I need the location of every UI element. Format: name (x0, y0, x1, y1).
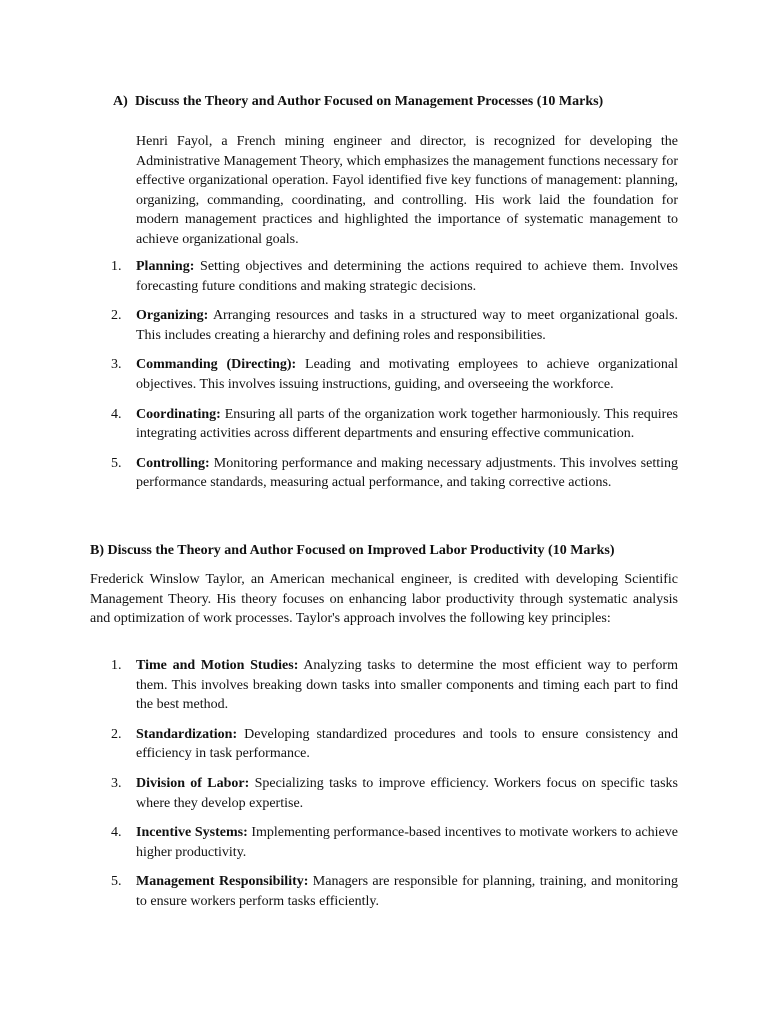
list-term: Management Responsibility: (136, 874, 309, 890)
list-number: 5. (111, 455, 122, 471)
list-text: Developing standardized procedures and tools to ensure consistency and efficiency in task performance. (136, 726, 678, 762)
list-number: 1. (111, 658, 122, 673)
list-number: 2. (111, 308, 122, 324)
list-term: Commanding (Directing): (136, 357, 297, 373)
list-item (111, 823, 678, 862)
list-text: Leading and motivating employees to achieve organizational objectives. This involves issuing instructions, guiding, and overseeing the workforce. (136, 357, 678, 392)
section-b-heading: B) Discuss the Theory and Author Focused on Improved Labor Productivity (10 Marks) (90, 543, 615, 558)
section-b-intro: Frederick Winslow Taylor, an American mechanical engineer, is credited with developing Scientific Management Theory. His theory focuses on enhancing labor productivity through systematic analysis and optimization of work processes. Taylor's approach involves the following key principles: (90, 572, 678, 627)
list-text: Analyzing tasks to determine the most efficient way to perform them. This involves breaking down tasks into smaller components and timing each part to find the best method. (136, 658, 678, 713)
section-a-intro: Henri Fayol, a French mining engineer and director, is recognized for developing the Administrative Management Theory, which emphasizes the management functions necessary for effective organizational operation. Fayol identified five key functions of management: planning, organizing, commanding, coordinating, and controlling. His work laid the foundation for modern management practices and highlighted the importance of systematic management to achieve organizational goals. (136, 134, 678, 247)
list-text: Specializing tasks to improve efficiency. Workers focus on specific tasks where they develop expertise. (136, 775, 678, 811)
list-text: Monitoring performance and making necessary adjustments. This involves setting performance standards, measuring actual performance, and taking corrective actions. (136, 455, 678, 491)
section-a-list (0, 257, 768, 503)
list-term: Controlling: (136, 455, 210, 471)
list-term: Incentive Systems: (136, 825, 248, 841)
section-a-marker: A) (113, 94, 128, 109)
list-term: Division of Labor: (136, 775, 250, 791)
list-text: Setting objectives and determining the actions required to achieve them. Involves forecasting future conditions and making strategic decisions. (136, 259, 678, 294)
list-number: 4. (111, 406, 122, 422)
list-item (111, 872, 678, 911)
list-term: Standardization: (136, 726, 238, 742)
list-number: 3. (111, 775, 122, 791)
section-b-list (0, 656, 768, 922)
section-a-title: Discuss the Theory and Author Focused on Management Processes (10 Marks) (135, 94, 604, 109)
list-item (111, 355, 678, 394)
list-term: Coordinating: (136, 406, 221, 422)
list-text: Managers are responsible for planning, training, and monitoring to ensure workers perform tasks efficiently. (136, 874, 678, 909)
section-a-heading (113, 92, 683, 111)
list-number: 5. (111, 874, 122, 890)
list-text: Ensuring all parts of the organization work together harmoniously. This requires integrating activities across different departments and ensuring effective communication. (136, 406, 678, 442)
list-item (111, 306, 678, 345)
list-number: 3. (111, 357, 122, 373)
list-item (111, 405, 678, 444)
list-term: Time and Motion Studies: (136, 658, 299, 673)
list-item (111, 725, 678, 764)
list-text: Arranging resources and tasks in a structured way to meet organizational goals. This includes creating a hierarchy and defining roles and responsibilities. (136, 308, 678, 343)
list-number: 1. (111, 259, 122, 274)
list-text: Implementing performance-based incentives to motivate workers to achieve higher productivity. (136, 825, 678, 860)
list-item (111, 774, 678, 813)
list-term: Planning: (136, 259, 195, 274)
list-number: 2. (111, 726, 122, 742)
list-number: 4. (111, 825, 122, 841)
list-item (111, 656, 678, 715)
list-item (111, 454, 678, 493)
list-term: Organizing: (136, 308, 209, 324)
list-item (111, 257, 678, 296)
